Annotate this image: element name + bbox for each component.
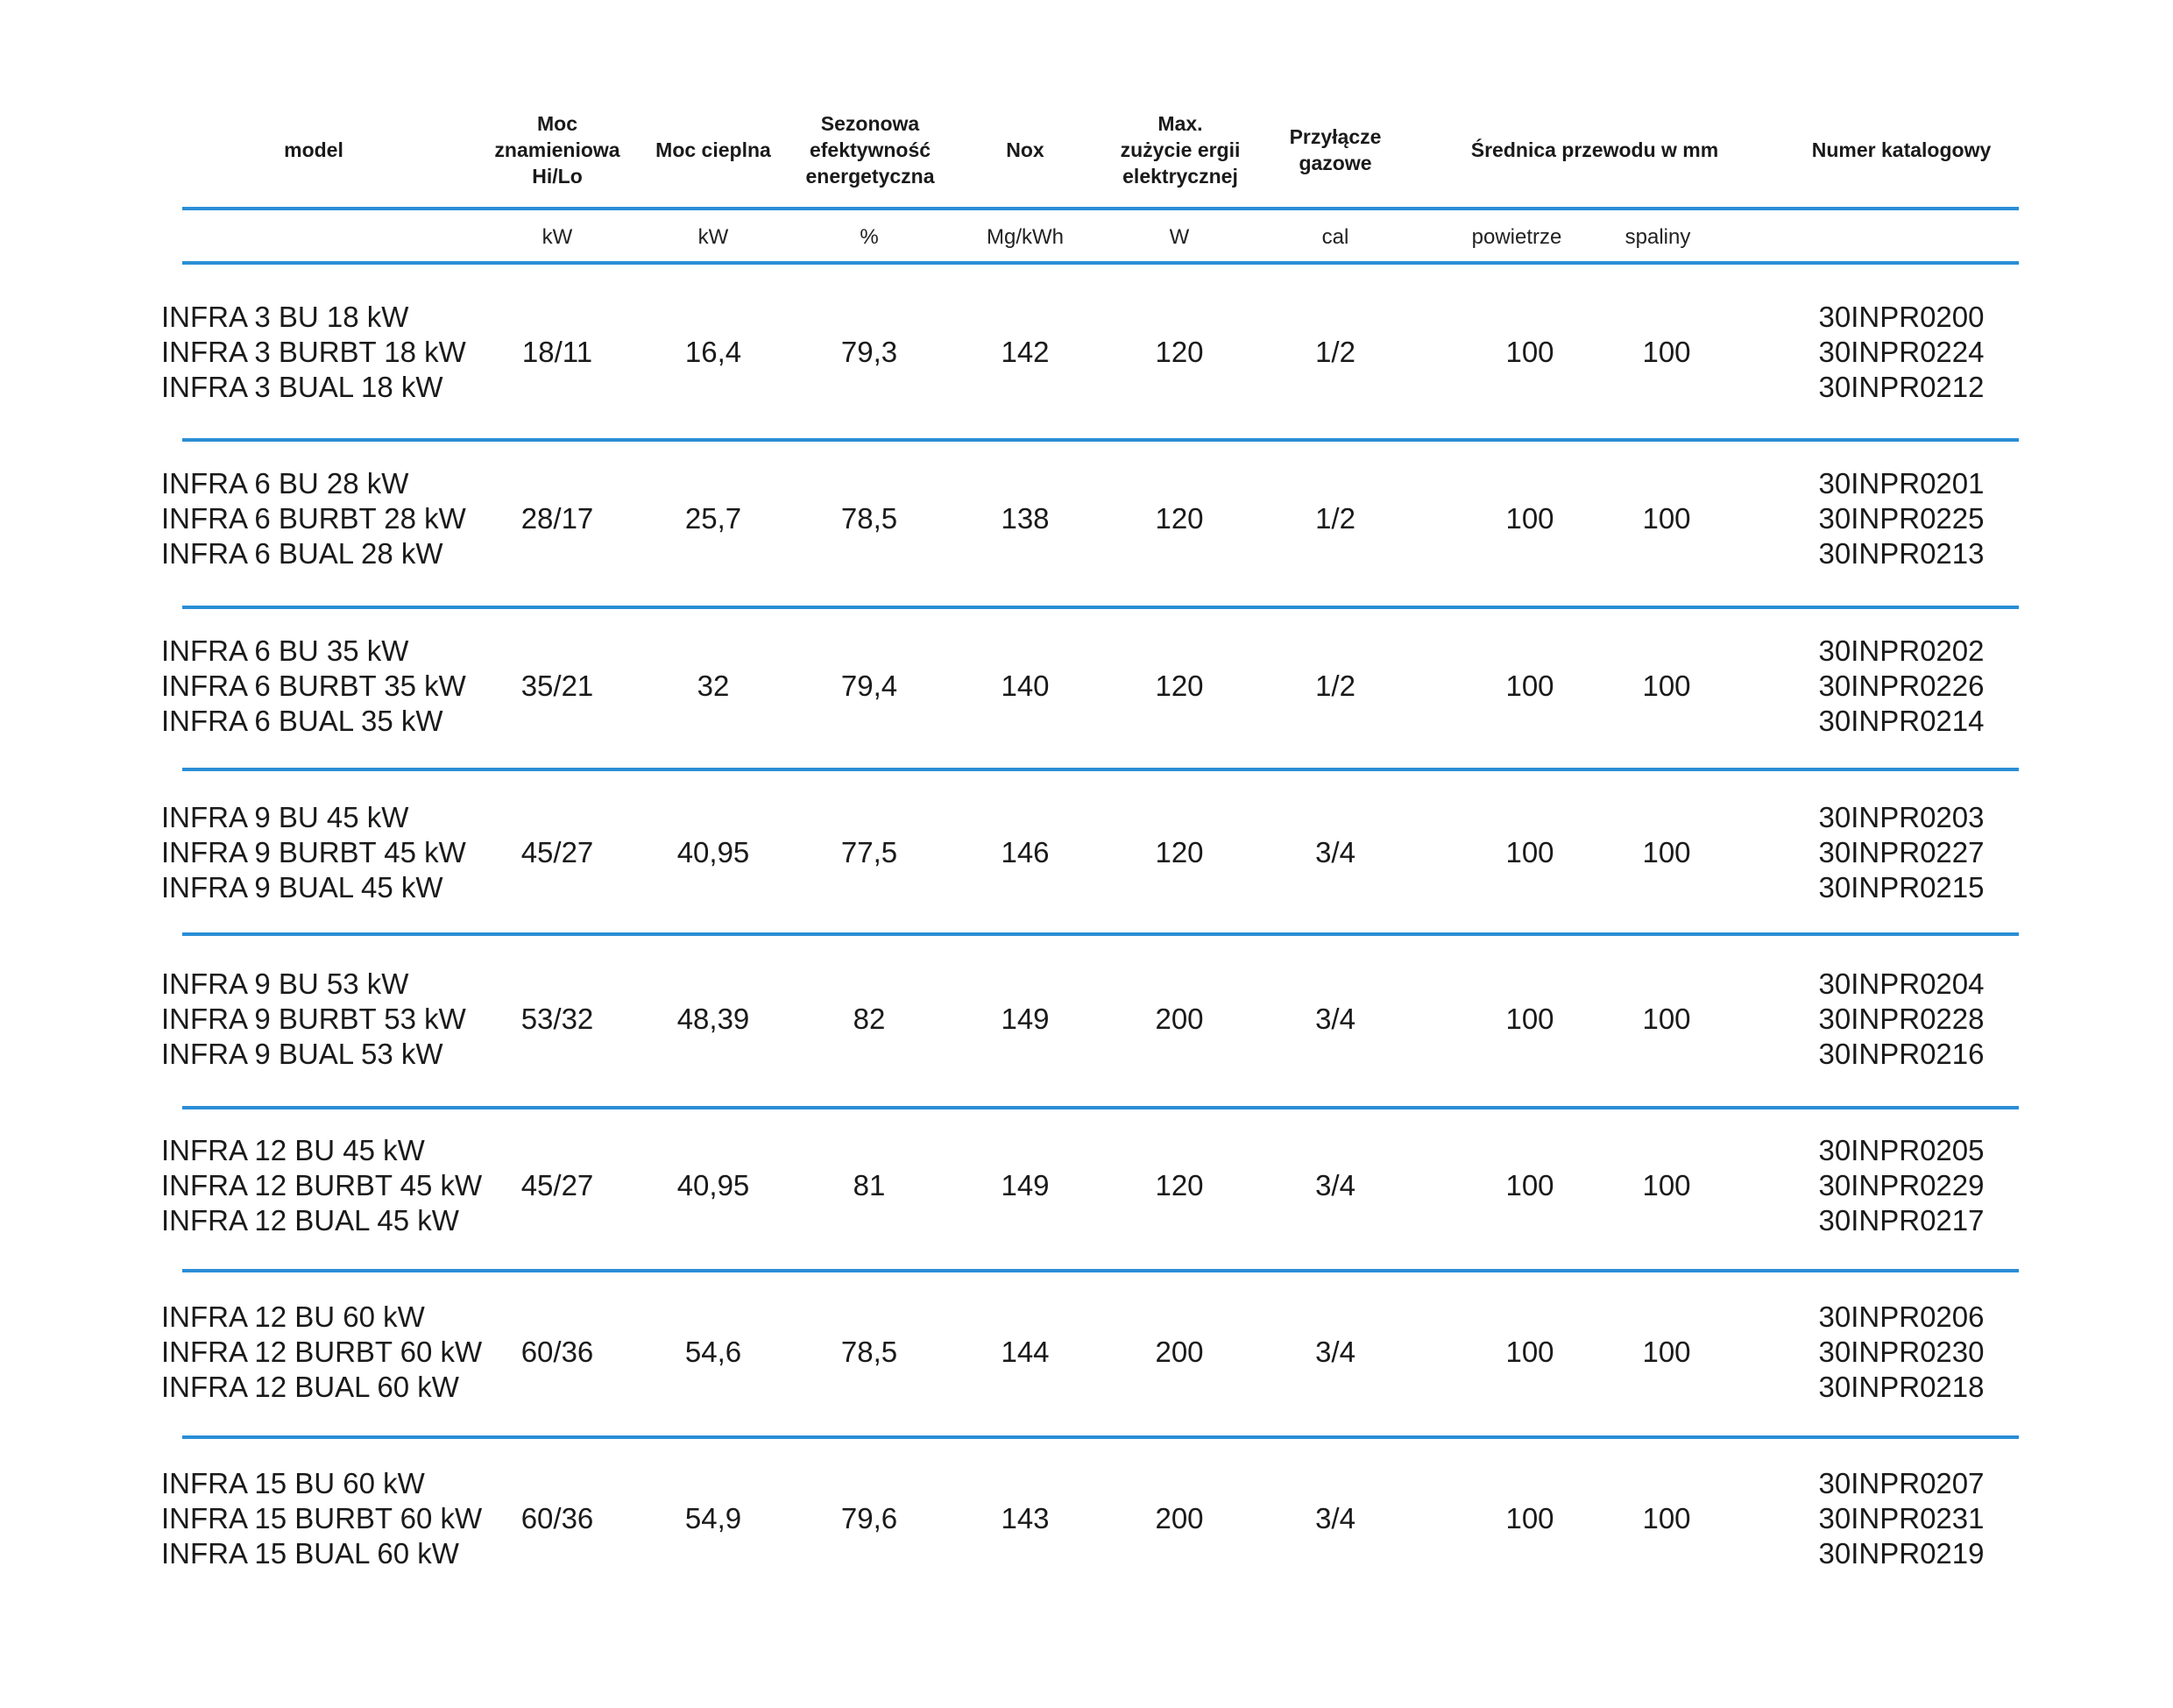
catalog-number: 30INPR0226 xyxy=(1818,670,1985,702)
cell-models xyxy=(161,466,466,571)
cell-nox: 142 xyxy=(1001,336,1050,368)
model-name: INFRA 3 BUAL 18 kW xyxy=(161,371,443,403)
cell-spaliny: 100 xyxy=(1642,836,1691,868)
cell-moc-cieplna: 16,4 xyxy=(684,336,742,368)
cell-numer-katalogowy xyxy=(1805,300,1998,405)
catalog-number: 30INPR0200 xyxy=(1818,301,1985,333)
row-divider xyxy=(182,606,2019,609)
cell-max-zuzycie: 200 xyxy=(1155,1502,1204,1534)
catalog-number: 30INPR0227 xyxy=(1818,836,1985,868)
cell-powietrze: 100 xyxy=(1505,1502,1554,1534)
model-name: INFRA 6 BURBT 28 kW xyxy=(161,502,466,535)
model-name: INFRA 6 BURBT 35 kW xyxy=(161,670,466,702)
unit-sezonowa: % xyxy=(860,225,879,249)
table-row xyxy=(0,1133,2173,1238)
cell-models xyxy=(161,800,466,905)
model-name: INFRA 9 BURBT 53 kW xyxy=(161,1003,466,1035)
cell-models xyxy=(161,967,466,1072)
cell-moc-cieplna: 54,9 xyxy=(684,1502,742,1534)
cell-models xyxy=(161,300,466,405)
model-name: INFRA 6 BU 35 kW xyxy=(161,634,409,667)
cell-powietrze: 100 xyxy=(1505,1169,1554,1201)
header-model: model xyxy=(284,138,343,161)
model-name: INFRA 9 BU 53 kW xyxy=(161,967,409,1000)
cell-przylacze: 3/4 xyxy=(1315,1502,1355,1534)
cell-spaliny: 100 xyxy=(1642,1336,1691,1368)
cell-powietrze: 100 xyxy=(1505,502,1554,535)
cell-przylacze: 1/2 xyxy=(1315,502,1355,535)
unit-powietrze: powietrze xyxy=(1471,225,1562,249)
model-name: INFRA 12 BURBT 45 kW xyxy=(161,1169,483,1201)
cell-moc-znamionowa: 60/36 xyxy=(520,1336,594,1368)
row-divider xyxy=(182,438,2019,442)
cell-spaliny: 100 xyxy=(1642,1169,1691,1201)
cell-max-zuzycie: 120 xyxy=(1155,1169,1204,1201)
cell-nox: 140 xyxy=(1001,670,1050,702)
cell-moc-cieplna: 40,95 xyxy=(676,1169,750,1201)
cell-max-zuzycie: 200 xyxy=(1155,1336,1204,1368)
cell-numer-katalogowy xyxy=(1805,967,1998,1072)
cell-powietrze: 100 xyxy=(1505,1336,1554,1368)
header-nox: Nox xyxy=(1006,138,1044,161)
cell-moc-znamionowa: 53/32 xyxy=(520,1003,594,1035)
unit-moc-cieplna: kW xyxy=(697,225,729,249)
model-name: INFRA 6 BUAL 35 kW xyxy=(161,705,443,737)
cell-powietrze: 100 xyxy=(1505,836,1554,868)
model-name: INFRA 12 BU 45 kW xyxy=(161,1134,425,1166)
cell-moc-znamionowa: 35/21 xyxy=(520,670,594,702)
cell-numer-katalogowy xyxy=(1805,800,1998,905)
cell-sezonowa: 79,6 xyxy=(840,1502,898,1534)
catalog-number: 30INPR0230 xyxy=(1818,1336,1985,1368)
cell-powietrze: 100 xyxy=(1505,1003,1554,1035)
cell-nox: 138 xyxy=(1001,502,1050,535)
catalog-number: 30INPR0224 xyxy=(1818,336,1985,368)
cell-spaliny: 100 xyxy=(1642,670,1691,702)
table-row xyxy=(0,634,2173,739)
cell-max-zuzycie: 200 xyxy=(1155,1003,1204,1035)
catalog-number: 30INPR0216 xyxy=(1818,1038,1985,1070)
cell-powietrze: 100 xyxy=(1505,336,1554,368)
model-name: INFRA 3 BURBT 18 kW xyxy=(161,336,466,368)
cell-max-zuzycie: 120 xyxy=(1155,336,1204,368)
cell-nox: 149 xyxy=(1001,1169,1050,1201)
cell-sezonowa: 78,5 xyxy=(840,1336,898,1368)
cell-models xyxy=(161,634,466,739)
header-max-zuzycie: Max. zużycie ergii elektrycznej xyxy=(1120,112,1241,188)
header-divider xyxy=(182,207,2019,210)
unit-przylacze: cal xyxy=(1321,225,1349,249)
header-moc-znamionowa: Moc znamieniowa Hi/Lo xyxy=(494,112,620,188)
catalog-number: 30INPR0229 xyxy=(1818,1169,1985,1201)
model-name: INFRA 15 BU 60 kW xyxy=(161,1467,425,1499)
catalog-number: 30INPR0219 xyxy=(1818,1537,1985,1570)
cell-przylacze: 3/4 xyxy=(1315,1169,1355,1201)
catalog-number: 30INPR0204 xyxy=(1818,967,1985,1000)
row-divider xyxy=(182,1269,2019,1272)
row-divider xyxy=(182,932,2019,936)
model-name: INFRA 6 BU 28 kW xyxy=(161,467,409,500)
model-name: INFRA 9 BUAL 45 kW xyxy=(161,871,443,904)
model-name: INFRA 12 BU 60 kW xyxy=(161,1300,425,1333)
unit-nox: Mg/kWh xyxy=(986,225,1064,249)
cell-models xyxy=(161,1466,482,1571)
table-row xyxy=(0,800,2173,905)
unit-spaliny: spaliny xyxy=(1624,225,1691,249)
catalog-number: 30INPR0231 xyxy=(1818,1502,1985,1534)
cell-sezonowa: 77,5 xyxy=(840,836,898,868)
header-przylacze: Przyłącze gazowe xyxy=(1289,125,1382,174)
catalog-number: 30INPR0206 xyxy=(1818,1300,1985,1333)
header-numer-katalogowy: Numer katalogowy xyxy=(1811,138,1992,161)
row-divider xyxy=(182,1435,2019,1439)
table-row xyxy=(0,967,2173,1072)
cell-spaliny: 100 xyxy=(1642,336,1691,368)
unit-max-zuzycie: W xyxy=(1169,225,1190,249)
model-name: INFRA 9 BU 45 kW xyxy=(161,801,409,833)
table-row xyxy=(0,466,2173,571)
cell-numer-katalogowy xyxy=(1805,1133,1998,1238)
cell-moc-znamionowa: 45/27 xyxy=(520,836,594,868)
model-name: INFRA 15 BURBT 60 kW xyxy=(161,1502,483,1534)
cell-sezonowa: 78,5 xyxy=(840,502,898,535)
cell-moc-znamionowa: 28/17 xyxy=(520,502,594,535)
header-srednica: Średnica przewodu w mm xyxy=(1470,138,1719,161)
table-row xyxy=(0,1300,2173,1405)
catalog-number: 30INPR0218 xyxy=(1818,1371,1985,1403)
catalog-number: 30INPR0228 xyxy=(1818,1003,1985,1035)
cell-max-zuzycie: 120 xyxy=(1155,502,1204,535)
cell-przylacze: 3/4 xyxy=(1315,1336,1355,1368)
row-divider xyxy=(182,1106,2019,1109)
cell-models xyxy=(161,1133,482,1238)
row-divider xyxy=(182,768,2019,771)
header-sezonowa: Sezonowa efektywność energetyczna xyxy=(805,112,935,188)
cell-sezonowa: 81 xyxy=(853,1169,886,1201)
cell-moc-znamionowa: 18/11 xyxy=(521,336,593,368)
cell-przylacze: 3/4 xyxy=(1315,1003,1355,1035)
cell-max-zuzycie: 120 xyxy=(1155,670,1204,702)
table-row xyxy=(0,300,2173,405)
model-name: INFRA 3 BU 18 kW xyxy=(161,301,409,333)
catalog-number: 30INPR0214 xyxy=(1818,705,1985,737)
catalog-number: 30INPR0215 xyxy=(1818,871,1985,904)
unit-moc-znamionowa: kW xyxy=(541,225,573,249)
catalog-number: 30INPR0207 xyxy=(1818,1467,1985,1499)
catalog-number: 30INPR0202 xyxy=(1818,634,1985,667)
catalog-number: 30INPR0203 xyxy=(1818,801,1985,833)
catalog-number: 30INPR0217 xyxy=(1818,1204,1985,1237)
model-name: INFRA 12 BURBT 60 kW xyxy=(161,1336,483,1368)
cell-przylacze: 1/2 xyxy=(1315,670,1355,702)
cell-models xyxy=(161,1300,482,1405)
cell-moc-cieplna: 32 xyxy=(697,670,730,702)
cell-sezonowa: 79,3 xyxy=(840,336,898,368)
catalog-number: 30INPR0225 xyxy=(1818,502,1985,535)
cell-nox: 146 xyxy=(1001,836,1050,868)
cell-numer-katalogowy xyxy=(1805,1300,1998,1405)
cell-sezonowa: 79,4 xyxy=(840,670,898,702)
cell-numer-katalogowy xyxy=(1805,634,1998,739)
model-name: INFRA 9 BURBT 45 kW xyxy=(161,836,466,868)
cell-moc-znamionowa: 60/36 xyxy=(520,1502,594,1534)
cell-moc-cieplna: 54,6 xyxy=(684,1336,742,1368)
cell-przylacze: 3/4 xyxy=(1315,836,1355,868)
catalog-number: 30INPR0201 xyxy=(1818,467,1985,500)
header-moc-cieplna: Moc cieplna xyxy=(655,138,771,161)
cell-nox: 143 xyxy=(1001,1502,1050,1534)
catalog-number: 30INPR0212 xyxy=(1818,371,1985,403)
cell-spaliny: 100 xyxy=(1642,502,1691,535)
model-name: INFRA 12 BUAL 60 kW xyxy=(161,1371,459,1403)
cell-nox: 149 xyxy=(1001,1003,1050,1035)
cell-spaliny: 100 xyxy=(1642,1502,1691,1534)
model-name: INFRA 9 BUAL 53 kW xyxy=(161,1038,443,1070)
catalog-number: 30INPR0213 xyxy=(1818,537,1985,570)
cell-max-zuzycie: 120 xyxy=(1155,836,1204,868)
cell-sezonowa: 82 xyxy=(853,1003,886,1035)
cell-numer-katalogowy xyxy=(1805,1466,1998,1571)
model-name: INFRA 12 BUAL 45 kW xyxy=(161,1204,459,1237)
cell-numer-katalogowy xyxy=(1805,466,1998,571)
cell-powietrze: 100 xyxy=(1505,670,1554,702)
model-name: INFRA 6 BUAL 28 kW xyxy=(161,537,443,570)
units-divider xyxy=(182,261,2019,265)
catalog-number: 30INPR0205 xyxy=(1818,1134,1985,1166)
cell-moc-cieplna: 40,95 xyxy=(676,836,750,868)
cell-moc-cieplna: 25,7 xyxy=(684,502,742,535)
model-name: INFRA 15 BUAL 60 kW xyxy=(161,1537,459,1570)
cell-moc-znamionowa: 45/27 xyxy=(520,1169,594,1201)
cell-spaliny: 100 xyxy=(1642,1003,1691,1035)
table-row xyxy=(0,1466,2173,1571)
cell-przylacze: 1/2 xyxy=(1315,336,1355,368)
cell-moc-cieplna: 48,39 xyxy=(676,1003,750,1035)
cell-nox: 144 xyxy=(1001,1336,1050,1368)
